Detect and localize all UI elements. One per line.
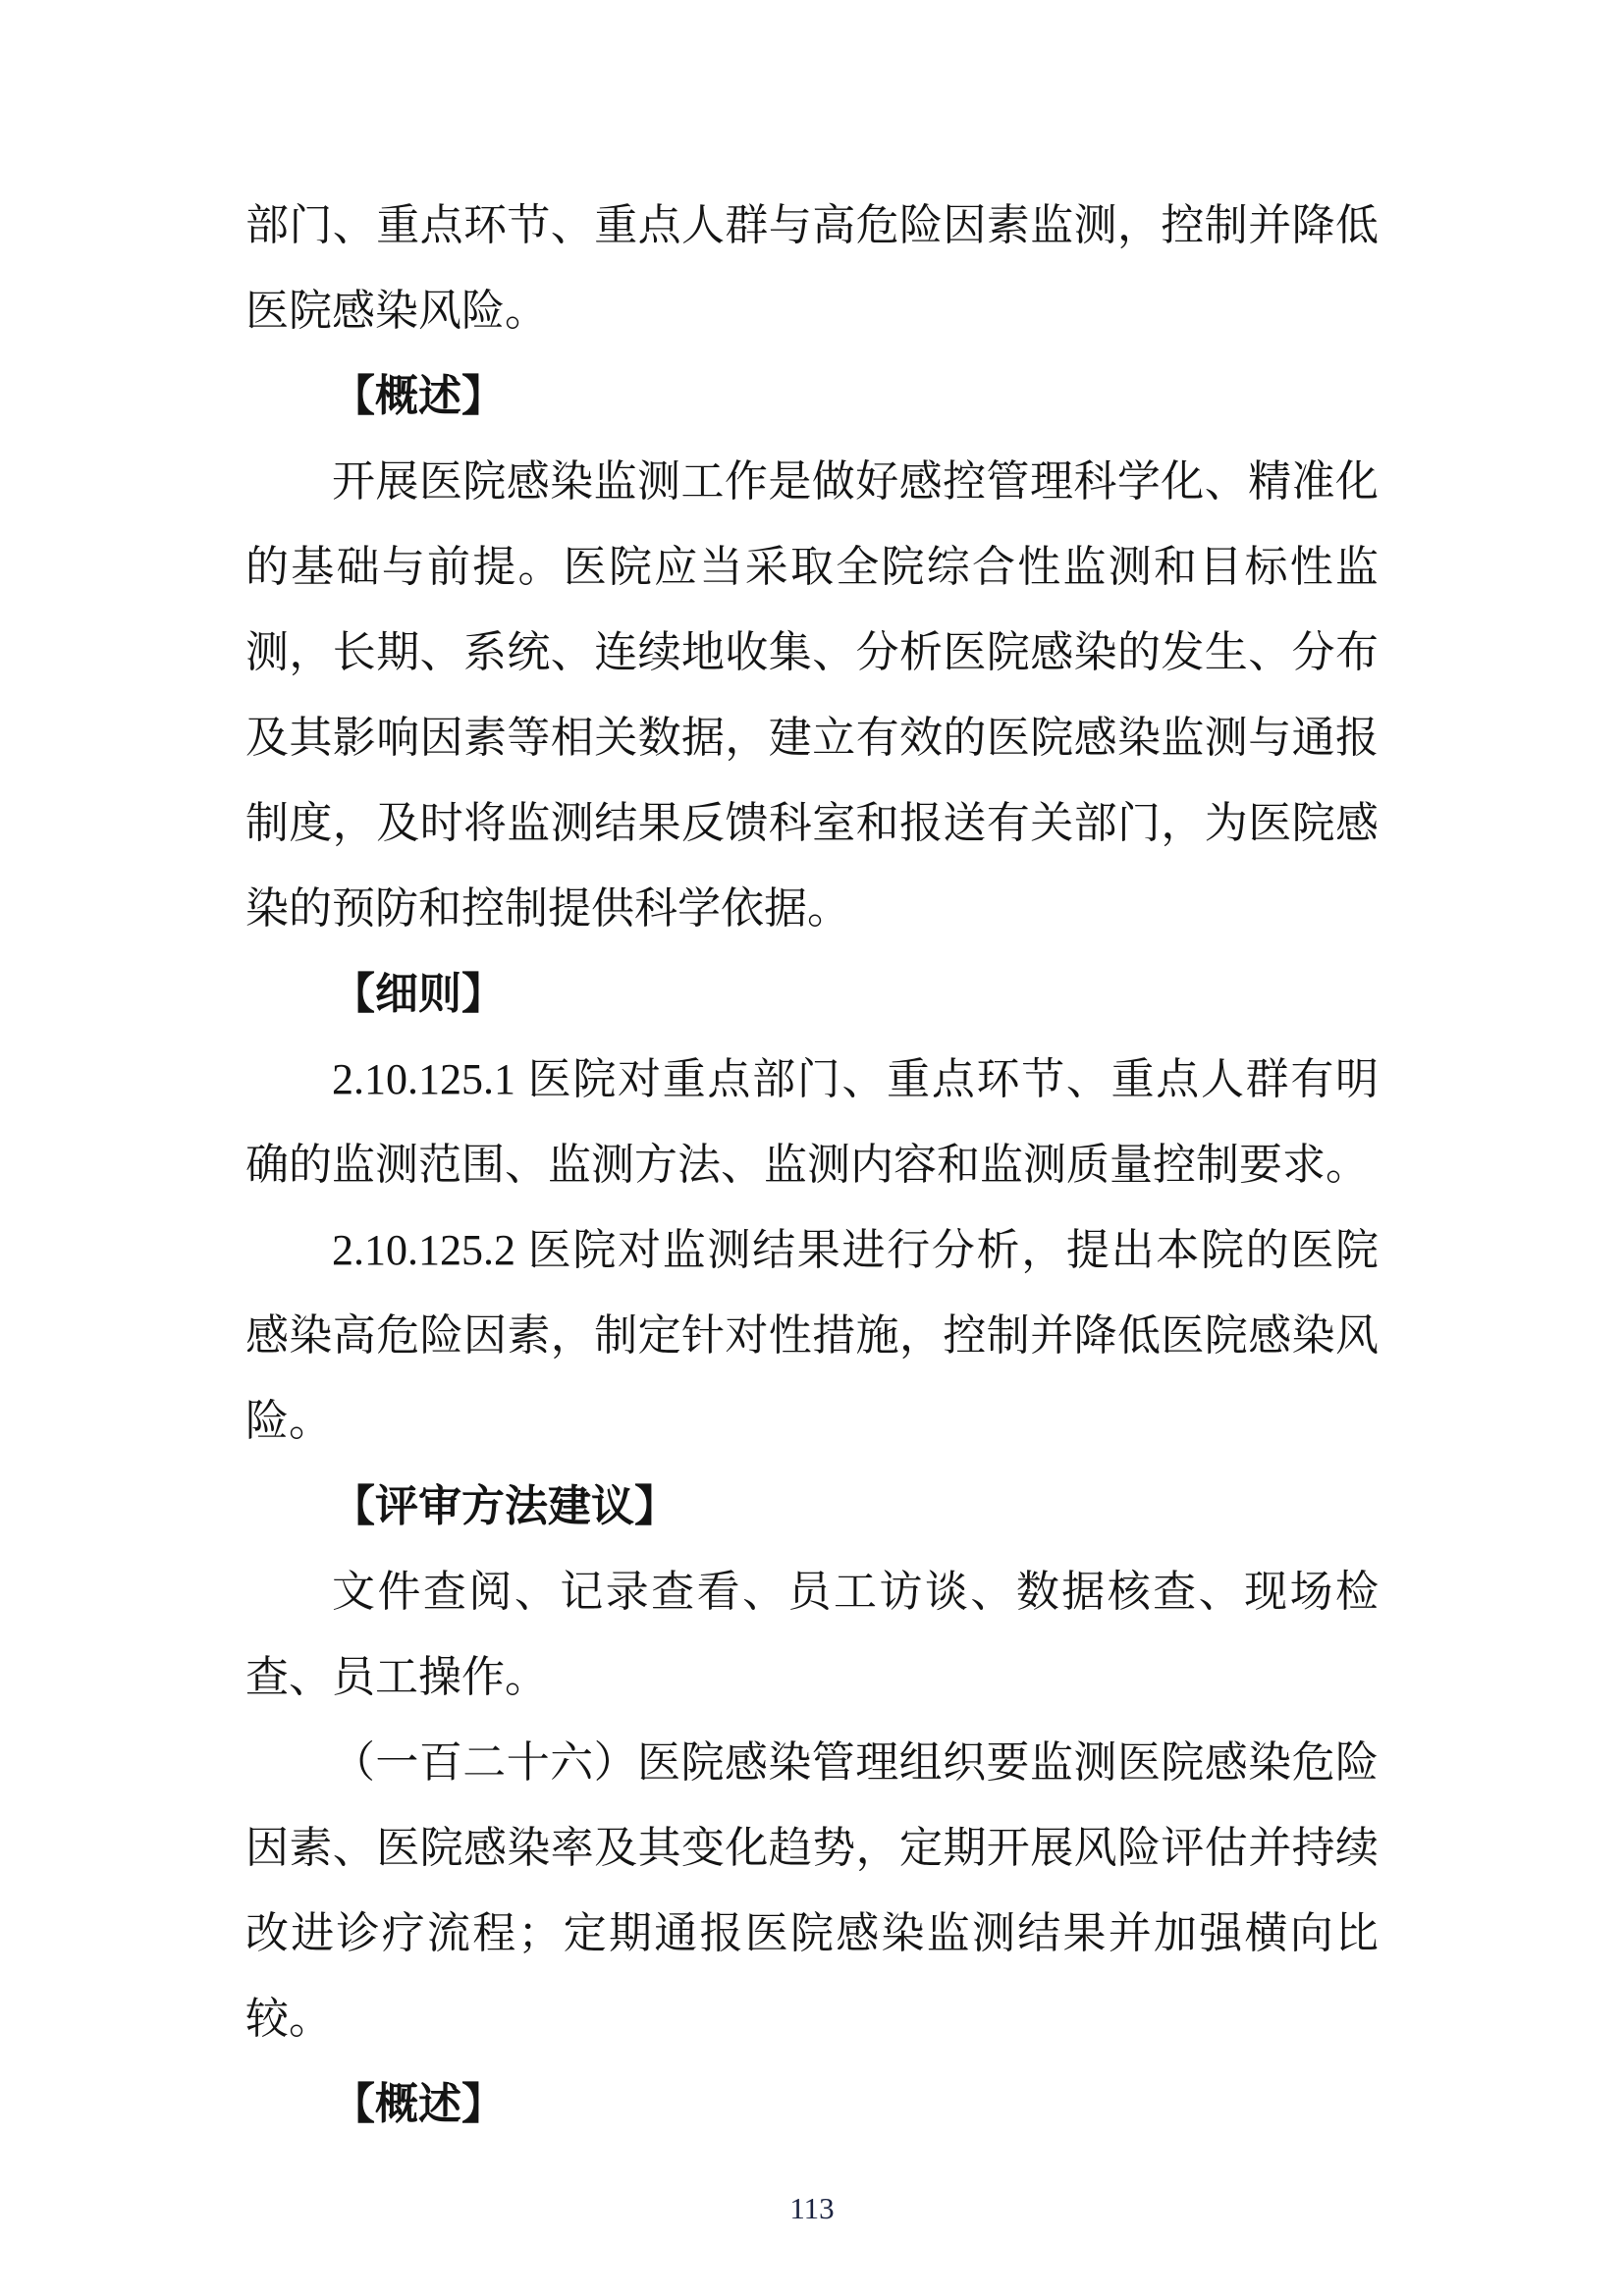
section-heading-review-method: 【评审方法建议】 — [332, 1482, 677, 1530]
section-heading-rules: 【细则】 — [332, 970, 505, 1018]
paragraph: （一百二十六）医院感染管理组织要监测医院感染危险因素、医院感染率及其变化趋势，定期开展风险评估并持续改进诊疗流程；定期通报医院感染监测结果并加强横向比较。 — [245, 1738, 1379, 2043]
text-block — [245, 183, 1379, 2147]
paragraph: 2.10.125.2 医院对监测结果进行分析，提出本院的医院感染高危险因素，制定针对性措施，控制并降低医院感染风险。 — [245, 1226, 1379, 1445]
section-heading-overview: 【概述】 — [332, 372, 505, 420]
section-heading-overview-2: 【概述】 — [332, 2080, 505, 2128]
paragraph: 部门、重点环节、重点人群与高危险因素监测，控制并降低医院感染风险。 — [245, 201, 1379, 335]
paragraph: 开展医院感染监测工作是做好感控管理科学化、精准化的基础与前提。医院应当采取全院综合性监测和目标性监测，长期、系统、连续地收集、分析医院感染的发生、分布及其影响因素等相关数据，建立有效的医院感染监测与通报制度，及时将监测结果反馈科室和报送有关部门，为医院感染的预防和控制提供科学依据。 — [245, 457, 1379, 933]
paragraph: 文件查阅、记录查看、员工访谈、数据核查、现场检查、员工操作。 — [245, 1568, 1379, 1701]
paragraph: 2.10.125.1 医院对重点部门、重点环节、重点人群有明确的监测范围、监测方法、监测内容和监测质量控制要求。 — [245, 1055, 1379, 1189]
page-number: 113 — [789, 2191, 835, 2225]
